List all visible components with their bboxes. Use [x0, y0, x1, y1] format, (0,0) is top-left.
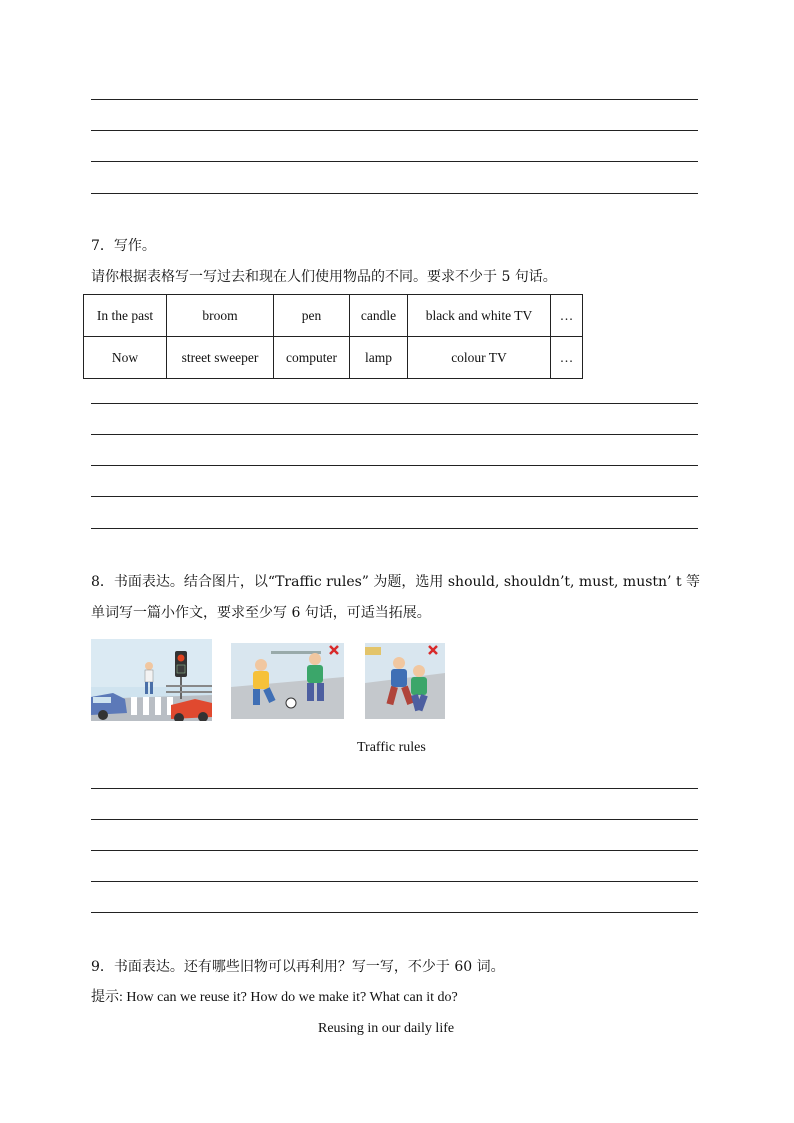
writing-line [91, 403, 698, 404]
q8-instruction-line1: 8．书面表达。结合图片，以“Traffic rules” 为题，选用 should, shouldn’t, must, mustn’ t 等 [91, 574, 701, 590]
table-row [84, 337, 583, 379]
table-cell: lamp [350, 337, 408, 379]
table-cell: candle [350, 295, 408, 337]
football-picture [231, 643, 344, 719]
writing-line [91, 819, 698, 820]
table-row [84, 295, 583, 337]
q8-caption: Traffic rules [357, 740, 426, 755]
writing-line [91, 99, 698, 100]
q7-heading: 7．写作。 [91, 238, 156, 254]
crossing-picture [91, 639, 212, 721]
table-cell: … [551, 295, 583, 337]
table-cell: colour TV [408, 337, 551, 379]
writing-line [91, 496, 698, 497]
table-cell: In the past [84, 295, 167, 337]
table-cell: pen [274, 295, 350, 337]
table-cell: computer [274, 337, 350, 379]
table-cell: Now [84, 337, 167, 379]
writing-line [91, 465, 698, 466]
writing-line [91, 912, 698, 913]
q7-prompt: 请你根据表格写一写过去和现在人们使用物品的不同。要求不少于 5 句话。 [91, 269, 557, 285]
q9-title: Reusing in our daily life [318, 1021, 455, 1036]
table-cell: broom [167, 295, 274, 337]
writing-line [91, 528, 698, 529]
writing-line [91, 788, 698, 789]
writing-line [91, 881, 698, 882]
writing-line [91, 161, 698, 162]
past-now-table [83, 294, 583, 379]
q9-hint: 提示: How can we reuse it? How do we make it? What can it do? [91, 990, 458, 1005]
table-cell: black and white TV [408, 295, 551, 337]
running-picture [365, 643, 445, 719]
q8-instruction-line2: 单词写一篇小作文，要求至少写 6 句话，可适当拓展。 [91, 605, 431, 621]
writing-line [91, 130, 698, 131]
writing-line [91, 434, 698, 435]
table-cell: street sweeper [167, 337, 274, 379]
q9-heading: 9．书面表达。还有哪些旧物可以再利用？写一写，不少于 60 词。 [91, 959, 505, 975]
table-cell: … [551, 337, 583, 379]
writing-line [91, 193, 698, 194]
writing-line [91, 850, 698, 851]
